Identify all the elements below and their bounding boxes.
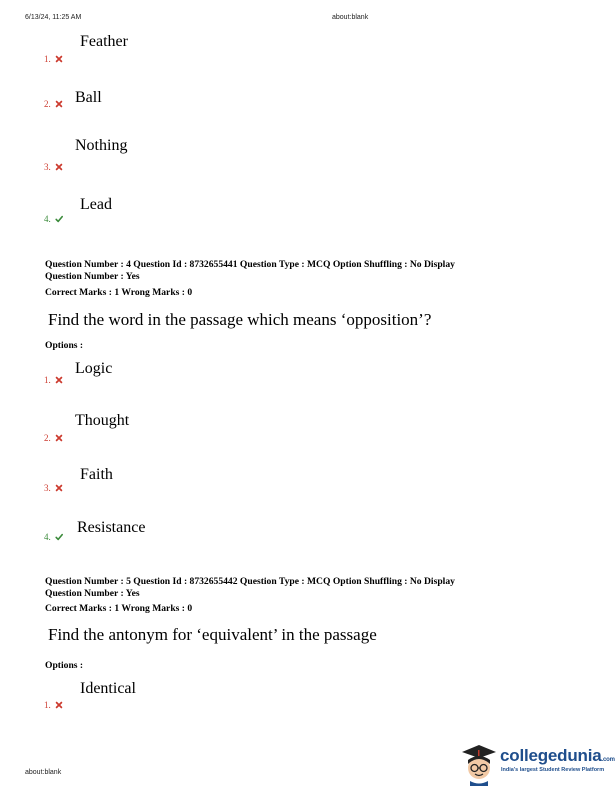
q3-option-1-number: [44, 54, 63, 64]
cross-icon: [55, 100, 63, 108]
q4-meta-line-1: Question Number : 4 Question Id : 8732655441 Question Type : MCQ Option Shuffling : No Display: [45, 259, 455, 270]
q3-option-2-text: Ball: [75, 89, 102, 106]
option-number: 1.: [44, 54, 51, 64]
q3-option-2-number: [44, 99, 63, 109]
option-number: 4.: [44, 532, 51, 542]
q4-options-label: Options :: [45, 340, 84, 351]
q4-option-3-number: [44, 483, 63, 493]
q5-options-label: Options :: [45, 660, 84, 671]
option-number: 1.: [44, 375, 51, 385]
q4-option-2-number: [44, 433, 63, 443]
cross-icon: [55, 163, 63, 171]
q5-option-1-number: [44, 700, 63, 710]
q4-option-2-text: Thought: [75, 412, 130, 429]
q4-meta-line-2: Question Number : Yes: [45, 271, 140, 282]
option-number: 2.: [44, 433, 51, 443]
option-number: 2.: [44, 99, 51, 109]
q3-option-3-text: Nothing: [75, 137, 128, 154]
q5-meta-line-1: Question Number : 5 Question Id : 8732655442 Question Type : MCQ Option Shuffling : No Display: [45, 576, 455, 587]
q3-option-4-number: [44, 214, 63, 224]
footer-url: about:blank: [25, 769, 62, 776]
q5-option-1-text: Identical: [80, 680, 136, 697]
q4-option-4-text: Resistance: [77, 519, 146, 536]
option-number: 3.: [44, 162, 51, 172]
q4-marks: Correct Marks : 1 Wrong Marks : 0: [45, 287, 193, 298]
check-icon: [55, 533, 63, 541]
q3-option-4-text: Lead: [80, 196, 112, 213]
q3-option-3-number: [44, 162, 63, 172]
q4-option-3-text: Faith: [80, 466, 113, 483]
q3-option-1-text: Feather: [80, 33, 128, 50]
option-number: 3.: [44, 483, 51, 493]
logo-name: collegedunia: [500, 746, 602, 765]
logo-wordmark: [500, 746, 615, 766]
option-number: 1.: [44, 700, 51, 710]
q5-question-text: Find the antonym for ‘equivalent’ in the passage: [48, 625, 377, 644]
logo-suffix: .com: [601, 757, 615, 763]
cross-icon: [55, 484, 63, 492]
q4-question-text: Find the word in the passage which means ‘opposition’?: [48, 310, 432, 329]
cross-icon: [55, 55, 63, 63]
print-datetime: 6/13/24, 11:25 AM: [25, 14, 82, 21]
q4-option-1-text: Logic: [75, 360, 113, 377]
q4-option-4-number: [44, 532, 63, 542]
option-number: 4.: [44, 214, 51, 224]
cross-icon: [55, 376, 63, 384]
logo-tagline: India's largest Student Review Platform: [501, 767, 605, 773]
collegedunia-logo: [458, 740, 615, 786]
q4-option-1-number: [44, 375, 63, 385]
print-url: about:blank: [332, 14, 369, 21]
q5-marks: Correct Marks : 1 Wrong Marks : 0: [45, 603, 193, 614]
q5-meta-line-2: Question Number : Yes: [45, 588, 140, 599]
mascot-icon: [458, 740, 500, 786]
cross-icon: [55, 434, 63, 442]
check-icon: [55, 215, 63, 223]
cross-icon: [55, 701, 63, 709]
